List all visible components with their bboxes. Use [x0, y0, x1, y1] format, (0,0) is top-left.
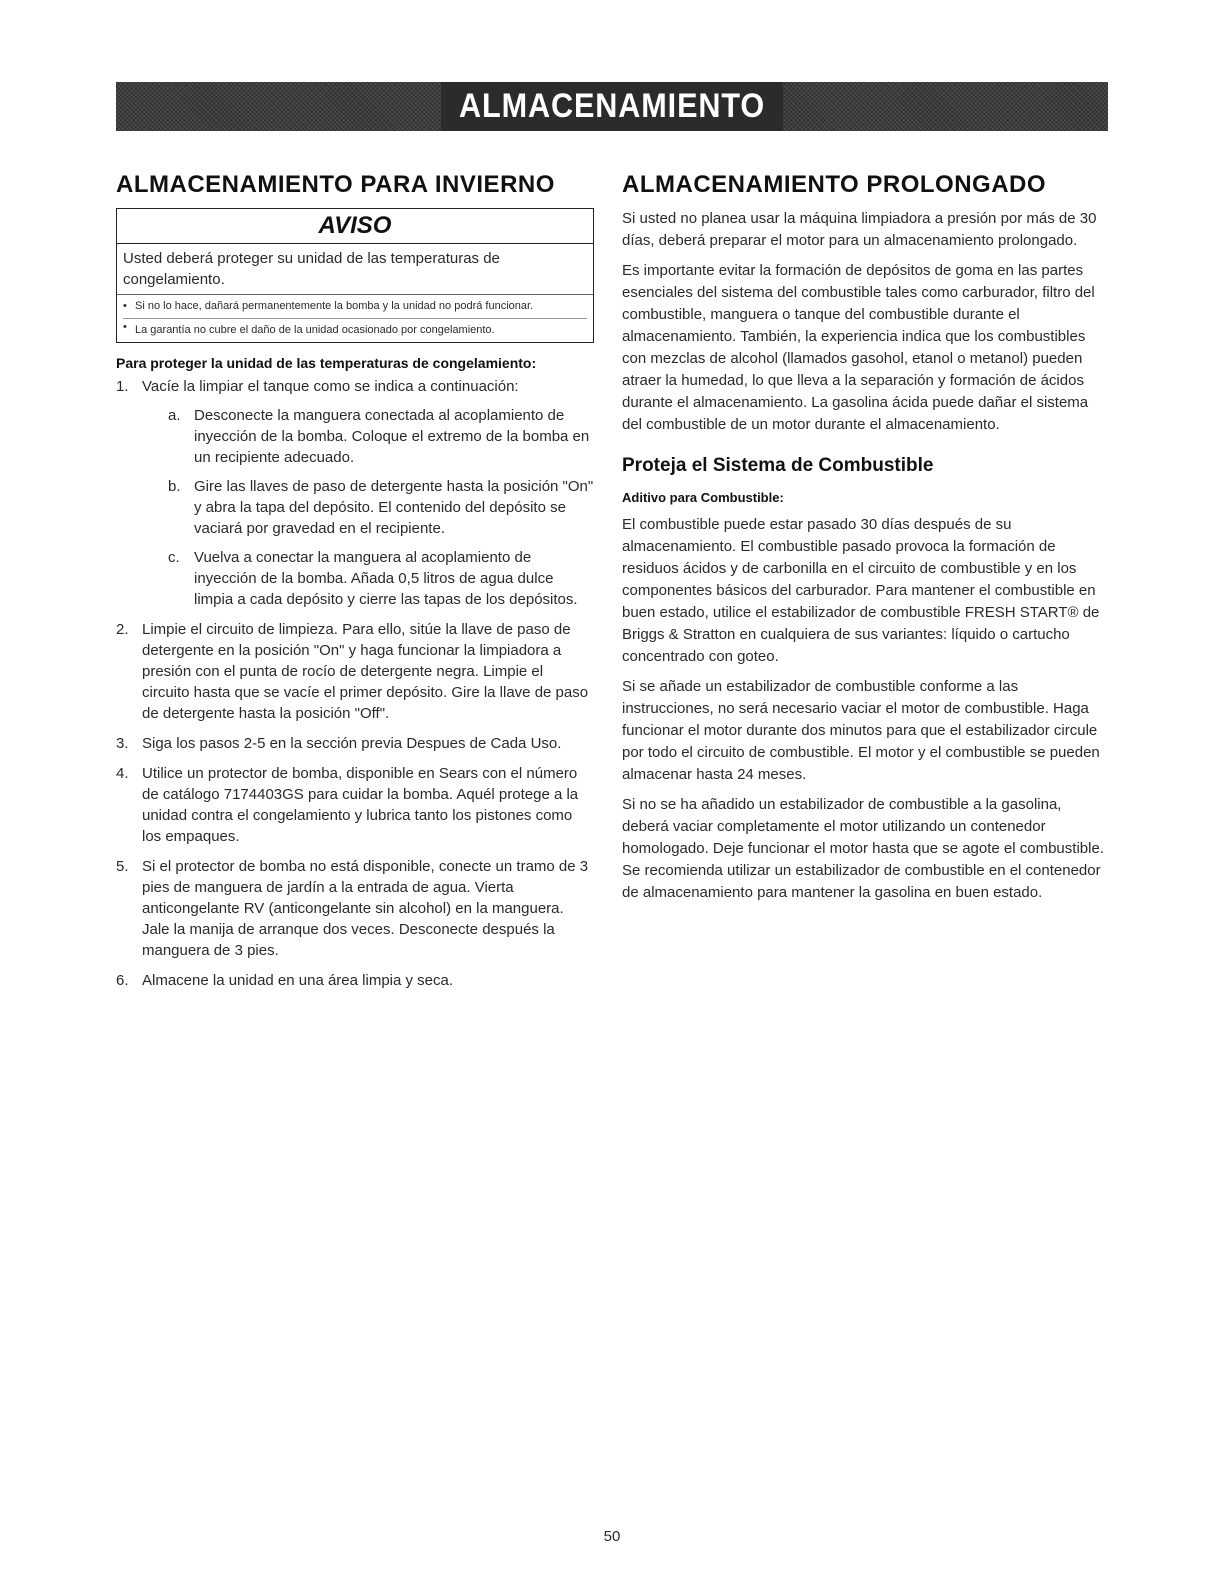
sub-list-letter: a. — [168, 407, 181, 424]
paragraph: Es importante evitar la formación de depósitos de goma en las partes esenciales del sistema del combustible tales como carburador, filtro del combustible, manguera o tanque del combustible durante el almacenamiento. También, la experiencia indica que los combustibles con mezclas de alcohol (llamados gasohol, etanol o metanol) pueden atraer la humedad, lo que lleva a la separación y formación de ácidos durante el almacenamiento. La gasolina ácida puede dañar el sistema del combustible de un motor durante el almacenamiento. — [622, 262, 1095, 433]
long-term-storage-heading: ALMACENAMIENTO PROLONGADO — [622, 171, 1047, 198]
sub-list-text: Gire las llaves de paso de detergente hasta la posición "On" y abra la tapa del depósito. El contenido del depósito se vaciará por gravedad en el recipiente. — [194, 478, 594, 537]
sub-list-text: Desconecte la manguera conectada al acoplamiento de inyección de la bomba. Coloque el extremo de la bomba en un recipiente adecuado. — [194, 407, 590, 466]
list-item-text: Limpie el circuito de limpieza. Para ello, sitúe la llave de paso de detergente en la posición "On" y haga funcionar la limpiadora a presión con el punta de rocío de detergente negra. Limpie el circuito hasta que se vacíe el primer depósito. Gire la llave de paso de detergente hasta la posición "Off". — [142, 621, 589, 722]
list-item — [116, 856, 594, 961]
paragraph: El combustible puede estar pasado 30 días después de su almacenamiento. El combustible pasado provoca la formación de residuos ácidos y de carbonilla en el circuito de combustible y en los componentes básicos del carburador. Para mantener el combustible en buen estado, utilice el estabilizador de combustible FRESH START® de Briggs & Stratton en cualquiera de sus variantes: líquido o cartucho concentrado con goteo. — [622, 516, 1100, 665]
aviso-title: AVISO — [117, 209, 593, 244]
sub-list-item — [142, 476, 594, 539]
section-banner — [116, 82, 1108, 131]
winter-storage-heading: ALMACENAMIENTO PARA INVIERNO — [116, 171, 555, 198]
fuel-system-subheading: Proteja el Sistema de Combustible — [622, 455, 934, 476]
paragraph: Si se añade un estabilizador de combustible conforme a las instrucciones, no será necesario vaciar el motor de combustible. Haga funcionar el motor durante dos minutos para que el estabilizador circule por todo el circuito de combustible. El motor y el combustible se pueden almacenar hasta 24 meses. — [622, 678, 1100, 783]
sub-list-text: Vuelva a conectar la manguera al acoplamiento de inyección de la bomba. Añada 0,5 litros de agua dulce limpia a cada depósito y cierre las tapas de los depósitos. — [194, 549, 578, 608]
list-item — [116, 970, 594, 991]
list-number: 6. — [116, 972, 129, 989]
list-item-text: Almacene la unidad en una área limpia y seca. — [142, 972, 454, 989]
list-number: 4. — [116, 765, 129, 782]
list-item — [116, 376, 594, 610]
paragraph: Si no se ha añadido un estabilizador de combustible a la gasolina, deberá vaciar completamente el motor utilizando un contenedor homologado. Deje funcionar el motor hasta que se agote el combustible. Se recomienda utilizar un estabilizador de combustible en el contenedor de almacenamiento para mantener la gasolina en buen estado. — [622, 796, 1104, 901]
banner-title: ALMACENAMIENTO — [441, 82, 783, 131]
aviso-box — [116, 208, 594, 343]
freeze-protection-heading: Para proteger la unidad de las temperaturas de congelamiento: — [116, 355, 537, 371]
aviso-bullet-list — [117, 294, 593, 342]
sub-list-letter: b. — [168, 478, 181, 495]
sub-list-item — [142, 405, 594, 468]
list-item — [116, 763, 594, 847]
aviso-bullet: • Si no lo hace, dañará permanentemente la bomba y la unidad no podrá funcionar. — [123, 298, 587, 315]
right-column — [622, 170, 1108, 912]
list-item-text: Si el protector de bomba no está disponible, conecte un tramo de 3 pies de manguera de jardín a la entrada de agua. Vierta anticongelante RV (anticongelante sin alcohol) en la manguera. Jale la manija de arranque dos veces. Desconecte después la manguera de 3 pies. — [142, 858, 589, 959]
aviso-bullet: • La garantía no cubre el daño de la unidad ocasionado por congelamiento. — [123, 318, 587, 339]
list-item-text: Siga los pasos 2-5 en la sección previa Despues de Cada Uso. — [142, 735, 562, 752]
list-item — [116, 733, 594, 754]
list-item-text: Vacíe la limpiar el tanque como se indica a continuación: — [142, 378, 519, 395]
page-number: 50 — [603, 1528, 621, 1545]
sub-list-item — [142, 547, 594, 610]
aviso-text: Usted deberá proteger su unidad de las temperaturas de congelamiento. — [123, 250, 500, 288]
sub-list-letter: c. — [168, 549, 180, 566]
list-number: 1. — [116, 378, 129, 395]
fuel-additive-heading: Aditivo para Combustible: — [622, 490, 784, 505]
list-number: 5. — [116, 858, 129, 875]
list-number: 2. — [116, 621, 129, 638]
sub-list — [142, 405, 594, 610]
list-item — [116, 619, 594, 724]
paragraph: Si usted no planea usar la máquina limpiadora a presión por más de 30 días, deberá preparar el motor para un almacenamiento prolongado. — [622, 210, 1097, 249]
left-column — [116, 170, 594, 1000]
list-number: 3. — [116, 735, 129, 752]
list-item-text: Utilice un protector de bomba, disponible en Sears con el número de catálogo 7174403GS para cuidar la bomba. Aquél protege a la unidad contra el congelamiento y lubrica tanto los pistones como los empaques. — [142, 765, 579, 845]
